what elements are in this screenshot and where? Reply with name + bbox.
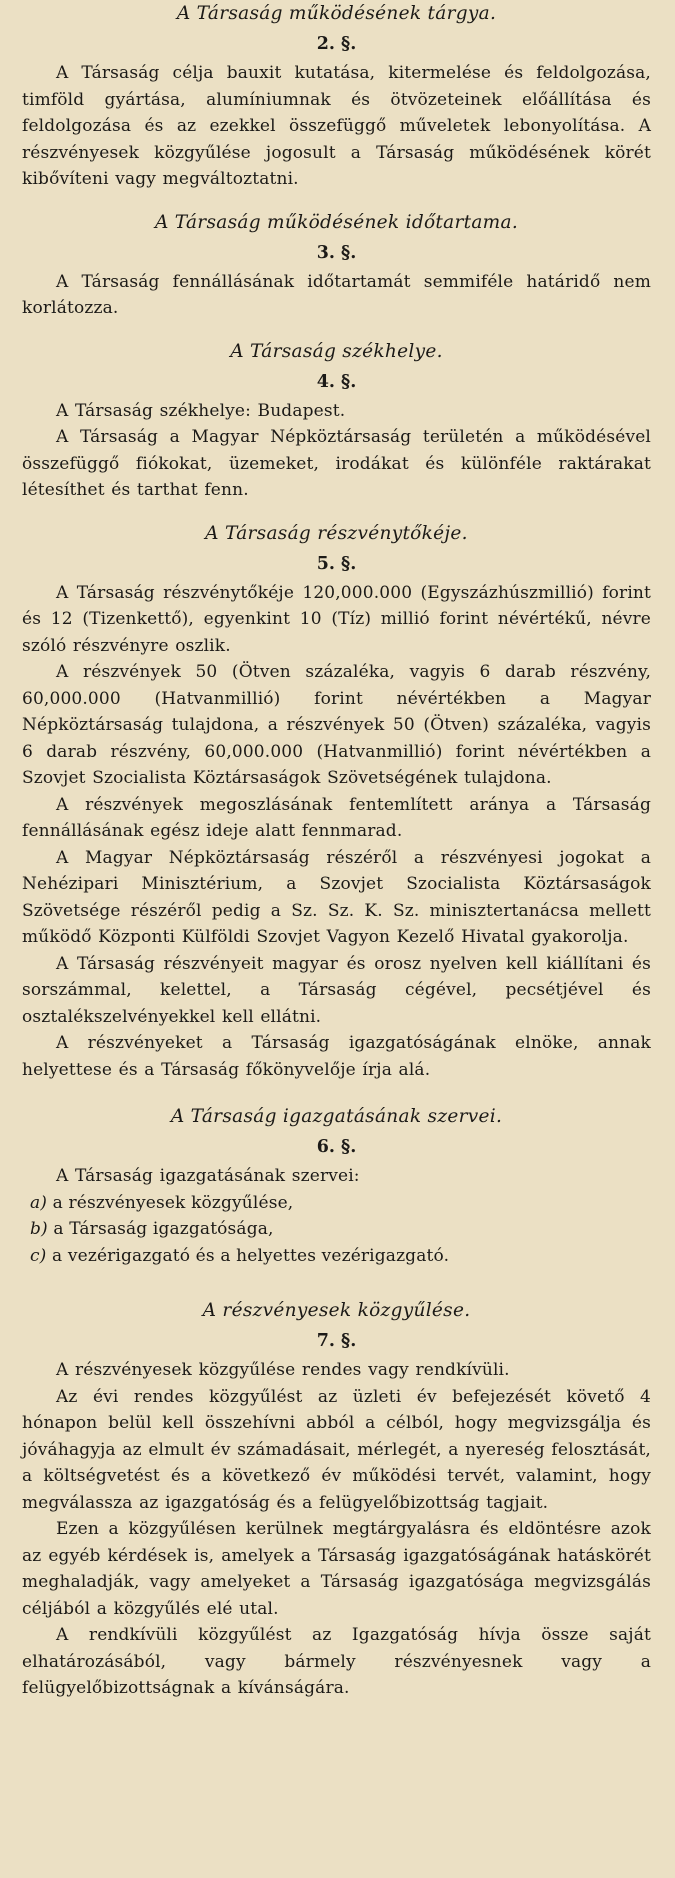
list-item-text: a részvényesek közgyűlése, bbox=[52, 1192, 294, 1213]
section-4 bbox=[22, 340, 651, 504]
section-5 bbox=[22, 522, 651, 1084]
paragraph-text: Az évi rendes közgyűlést az üzleti év befejezését követő 4 hónapon belül kell összehívni abból a célból, hogy megvizsgálja és jóváhagyja az elmult év számadásait, mérlegét, a nyereség felosztását, a költségvetést és a következő év működési tervét, valamint, hogy megválassza az igazgatóság és a felügyelőbizottság tagjait. bbox=[22, 1386, 651, 1513]
list-item-letter: c) bbox=[30, 1245, 47, 1266]
paragraph-text: A Társaság részvénytőkéje 120,000.000 (Egyszázhúszmillió) forint és 12 (Tizenkettő), egyenkint 10 (Tíz) millió forint névértékű, névre szóló részvényre oszlik. bbox=[22, 582, 651, 656]
paragraph-text: A részvények 50 (Ötven százaléka, vagyis 6 darab részvény, 60,000.000 (Hatvanmillió) forint névértékben a Magyar Népköztársaság tulajdona, a részvények 50 (Ötven) százaléka, vagyis 6 darab részvény, 60,000.000 (Hatvanmillió) forint névértékben a Szovjet Szocialista Köztársaságok Szövetségének tulajdona. bbox=[22, 662, 651, 788]
section-2 bbox=[22, 2, 651, 193]
paragraph-text: A Társaság székhelye: Budapest. bbox=[56, 400, 346, 421]
section-6 bbox=[22, 1105, 651, 1269]
section-3 bbox=[22, 211, 651, 322]
section-heading: A Társaság székhelye. bbox=[230, 340, 443, 362]
section-heading: A Társaság működésének időtartama. bbox=[154, 211, 519, 233]
section-heading: A Társaság működésének tárgya. bbox=[176, 3, 497, 24]
paragraph-text: A rendkívüli közgyűlést az Igazgatóság hívja össze saját elhatározásából, vagy bármely részvényesnek vagy a felügyelőbizottságnak a kívánságára. bbox=[22, 1625, 651, 1698]
paragraph-text: A Társaság részvényeit magyar és orosz nyelven kell kiállítani és sorszámmal, kelettel, a Társaság cégével, pecsétjével és osztalékszelvényekkel kell ellátni. bbox=[22, 953, 651, 1027]
list-item bbox=[22, 1216, 651, 1243]
paragraph-text: A Magyar Népköztársaság részéről a részvényesi jogokat a Nehézipari Minisztérium, a Szovjet Szocialista Köztársaságok Szövetsége részéről pedig a Sz. Sz. K. Sz. minisztertanácsa mellett működő Központi Külföldi Szovjet Vagyon Kezelő Hivatal gyakorolja. bbox=[22, 847, 651, 947]
paragraph-text: A Társaság a Magyar Népköztársaság területén a működésével összefüggő fiókokat, üzemeket, irodákat és különféle raktárakat létesíthet és tarthat fenn. bbox=[22, 427, 651, 500]
paragraph-number: 5. §. bbox=[316, 553, 357, 574]
paragraph-text: Ezen a közgyűlésen kerülnek megtárgyalásra és eldöntésre azok az egyéb kérdések is, amelyek a Társaság igazgatóságának hatáskörét meghaladják, vagy amelyeket a Társaság igazgatósága megvizsgálás céljából a közgyűlés elé utal. bbox=[22, 1519, 651, 1619]
paragraph-text: A Társaság fennállásának időtartamát semmiféle határidő nem korlátozza. bbox=[22, 271, 651, 318]
section-heading: A részvényesek közgyűlése. bbox=[202, 1300, 471, 1321]
list-item-letter: a) bbox=[30, 1192, 48, 1213]
list-item bbox=[22, 1243, 651, 1270]
paragraph-number: 2. §. bbox=[316, 34, 357, 54]
paragraph-number: 6. §. bbox=[316, 1137, 357, 1157]
list-item-letter: b) bbox=[30, 1219, 48, 1239]
section-heading: A Társaság részvénytőkéje. bbox=[205, 522, 468, 544]
paragraph-text: A részvényesek közgyűlése rendes vagy rendkívüli. bbox=[56, 1360, 510, 1380]
list-item-text: a Társaság igazgatósága, bbox=[53, 1219, 274, 1239]
paragraph-number: 4. §. bbox=[316, 371, 357, 392]
paragraph-number: 7. §. bbox=[316, 1331, 357, 1351]
paragraph-text: A részvények megoszlásának fentemlített aránya a Társaság fennállásának egész ideje alatt fennmarad. bbox=[22, 794, 651, 841]
paragraph-text: A Társaság igazgatásának szervei: bbox=[56, 1166, 360, 1186]
list-item-text: a vezérigazgató és a helyettes vezérigazgató. bbox=[52, 1245, 450, 1266]
paragraph-text: A Társaság célja bauxit kutatása, kitermelése és feldolgozása, timföld gyártása, alumíniumnak és ötvözeteinek előállítása és feldolgozása és az ezekkel összefüggő műveletek lebonyolítása. A részvényesek közgyűlése jogosult a Társaság működésének körét kibővíteni vagy megváltoztatni. bbox=[22, 63, 651, 189]
list-item bbox=[22, 1190, 651, 1217]
section-heading: A Társaság igazgatásának szervei. bbox=[170, 1106, 503, 1127]
section-7 bbox=[22, 1299, 651, 1702]
paragraph-number: 3. §. bbox=[316, 242, 357, 263]
document-page bbox=[0, 2, 675, 1878]
paragraph-text: A részvényeket a Társaság igazgatóságának elnöke, annak helyettese és a Társaság főkönyvelője írja alá. bbox=[22, 1033, 651, 1080]
